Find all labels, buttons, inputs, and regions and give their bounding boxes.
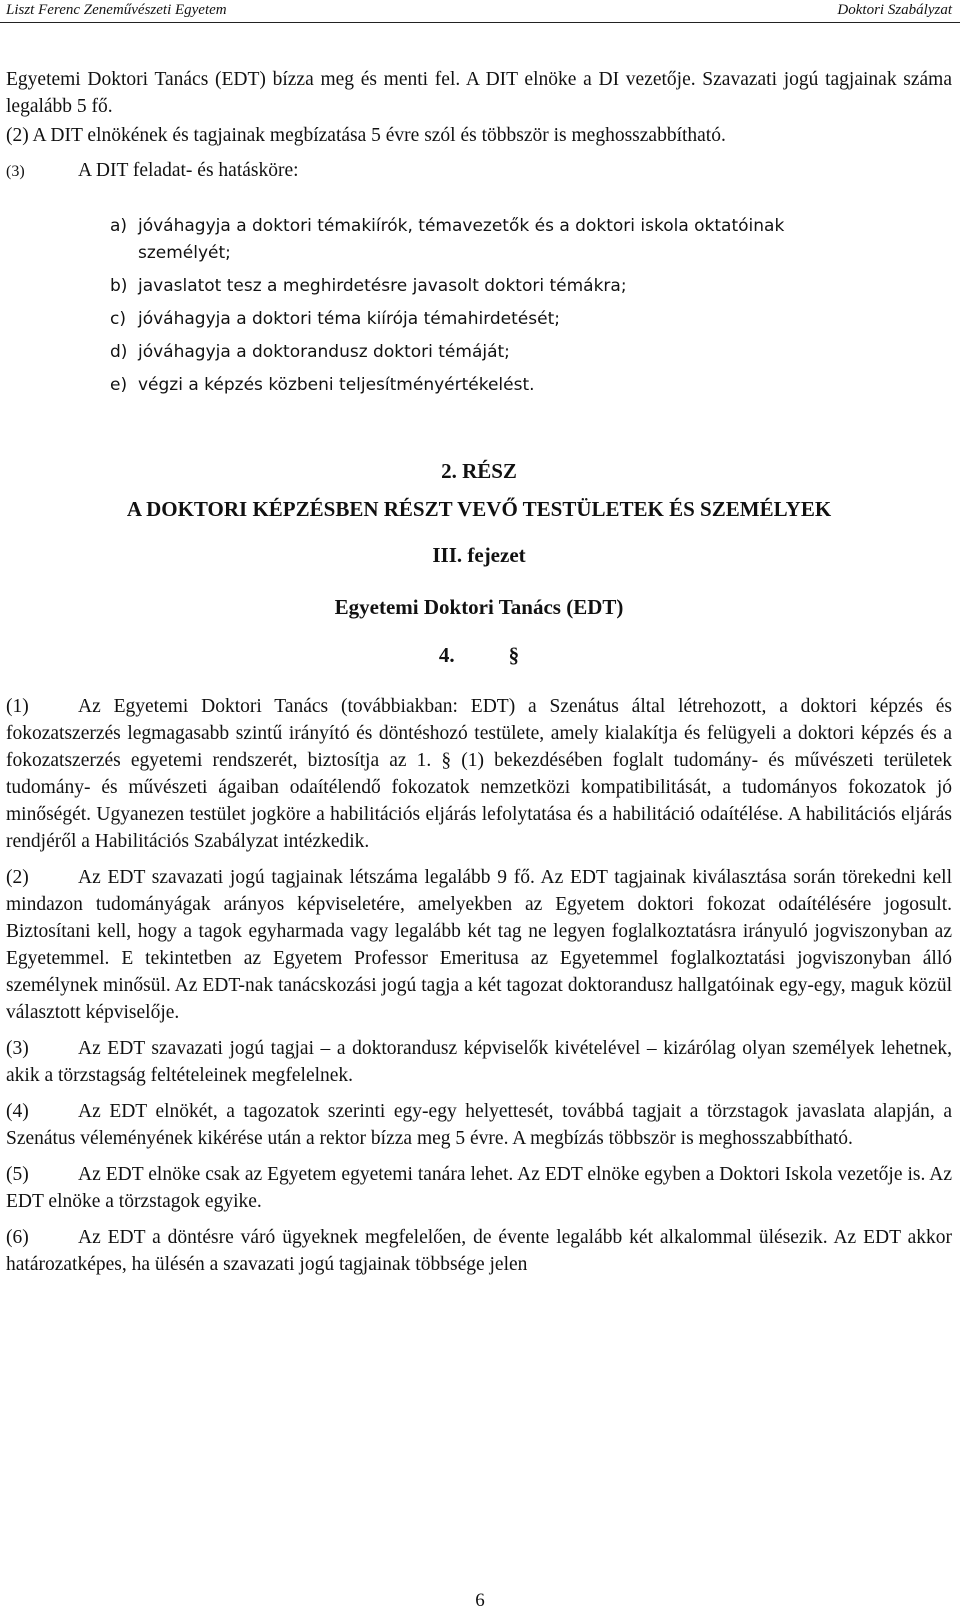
paragraph-text: Az EDT szavazati jogú tagjainak létszáma legalább 9 fő. Az EDT tagjainak kiválasztása során törekedni kell mindazon tudományágak arányos képviseletére, amelyekben az Egyetem doktori fokozat odaítélésére jogosult. Biztosítani kell, hogy a tagok egyharmada vagy legalább két tag ne legyen foglalkoztatásra irányuló jogviszonyban az Egyetemmel. E tekintetben az Egyetem Professor Emeritusa az Egyetemmel foglalkoztatási jogviszonyban álló személynek minősül. Az EDT-nak tanácskozási jogú tagja a két tagozat doktorandusz hallgatóinak egy-egy, maguk közül választott képviselője. [6,867,952,1023]
list-item [110,306,952,333]
paragraph-text: Az Egyetemi Doktori Tanács (továbbiakban: EDT) a Szenátus által létrehozott, a doktori képzés és fokozatszerzés legmagasabb szintű irányító és döntéshozó testülete, amely kialakítja és felügyeli a doktori képzés és a fokozatszerzés egyetemi rendszerét, biztosítja az 1. § (1) bekezdésében foglalt tudomány- és művészeti területek tudomány- és művészeti ágaiban odaítélendő fokozatok nemzetközi kompatibilitását, a tudományos fokozatok jó minőségét. Ugyanezen testület jogköre a habilitációs eljárás lefolytatása és a habilitáció odaítélése. A habilitációs eljárás rendjéről a Habilitációs Szabályzat intézkedik. [6,696,952,852]
paragraph-dit-term: (2) A DIT elnökének és tagjainak megbízatása 5 évre szól és többször is meghosszabbítható. [6,125,726,146]
paragraph-text: Az EDT elnökét, a tagozatok szerinti egy-egy helyettesét, továbbá tagjait a törzstagok javaslata alapján, a Szenátus véleményének kikérése után a rektor bízza meg 5 évre. A megbízás többször is meghosszabbítható. [6,1101,952,1149]
list-item-label: d) [110,342,128,362]
section-paragraphs [6,693,952,1278]
list-item-text: végzi a képzés közbeni teljesítményértékelést. [138,375,535,395]
document-body [6,66,952,1287]
paragraph-3 [6,1035,952,1089]
chapter-title: Egyetemi Doktori Tanács (EDT) [334,595,624,619]
list-item-text: jóváhagyja a doktorandusz doktori témáját; [138,342,510,362]
list-item-label: c) [110,309,126,329]
list-item-continuation: személyét; [138,243,231,263]
header-institution: Liszt Ferenc Zeneművészeti Egyetem [6,2,227,18]
paragraph-number: (1) [6,696,29,717]
paragraph-text: Az EDT elnöke csak az Egyetem egyetemi tanára lehet. Az EDT elnöke egyben a Doktori Iskola vezetője is. Az EDT elnöke a törzstagok egyike. [6,1164,952,1212]
paragraph-number: (4) [6,1101,29,1122]
paragraph-text: Az EDT szavazati jogú tagjai – a doktorandusz képviselők kivételével – kizárólag olyan személyek lehetnek, akik a törzstagság feltételeinek megfelelnek. [6,1038,952,1086]
paragraph-number: (3) [6,163,25,180]
list-item [110,273,952,300]
paragraph-number: (2) [6,867,29,888]
paragraph-number: (6) [6,1227,29,1248]
list-item-label: e) [110,375,128,395]
section-heading [6,641,952,669]
paragraph-continuation: Egyetemi Doktori Tanács (EDT) bízza meg és menti fel. A DIT elnöke a DI vezetője. Szavazati jogú tagjainak száma legalább 5 fő. [6,69,952,117]
page-header [0,0,960,24]
list-item [110,372,952,399]
paragraph-number: (5) [6,1164,29,1185]
list-item-label: a) [110,216,128,236]
part-heading: 2. RÉSZ [441,459,517,483]
header-document-title: Doktori Szabályzat [837,2,952,18]
paragraph-1 [6,693,952,855]
paragraph-6 [6,1224,952,1278]
duties-list [110,213,952,399]
paragraph-intro: A DIT feladat- és hatásköre: [78,160,299,181]
list-item-text: jóváhagyja a doktori téma kiírója témahirdetését; [138,309,560,329]
page-number: 6 [475,1590,485,1611]
paragraph-2 [6,864,952,1026]
chapter-heading: III. fejezet [432,543,526,567]
list-item [110,213,952,267]
paragraph-dit-duties [6,157,952,185]
paragraph-5 [6,1161,952,1215]
paragraph-number: (3) [6,1038,29,1059]
section-sign: § [508,643,520,667]
list-item [110,339,952,366]
part-title: A DOKTORI KÉPZÉSBEN RÉSZT VEVŐ TESTÜLETEK ÉS SZEMÉLYEK [126,497,832,521]
header-rule [0,22,960,23]
paragraph-text: Az EDT a döntésre váró ügyeknek megfelelően, de évente legalább két alkalommal ülésezik. Az EDT akkor határozatképes, ha ülésén a szavazati jogú tagjainak többsége jelen [6,1227,952,1275]
section-number: 4. [438,643,455,667]
list-item-label: b) [110,276,128,296]
paragraph-4 [6,1098,952,1152]
list-item-text: jóváhagyja a doktori témakiírók, témavezetők és a doktori iskola oktatóinak [138,216,785,236]
list-item-text: javaslatot tesz a meghirdetésre javasolt doktori témákra; [138,276,627,296]
